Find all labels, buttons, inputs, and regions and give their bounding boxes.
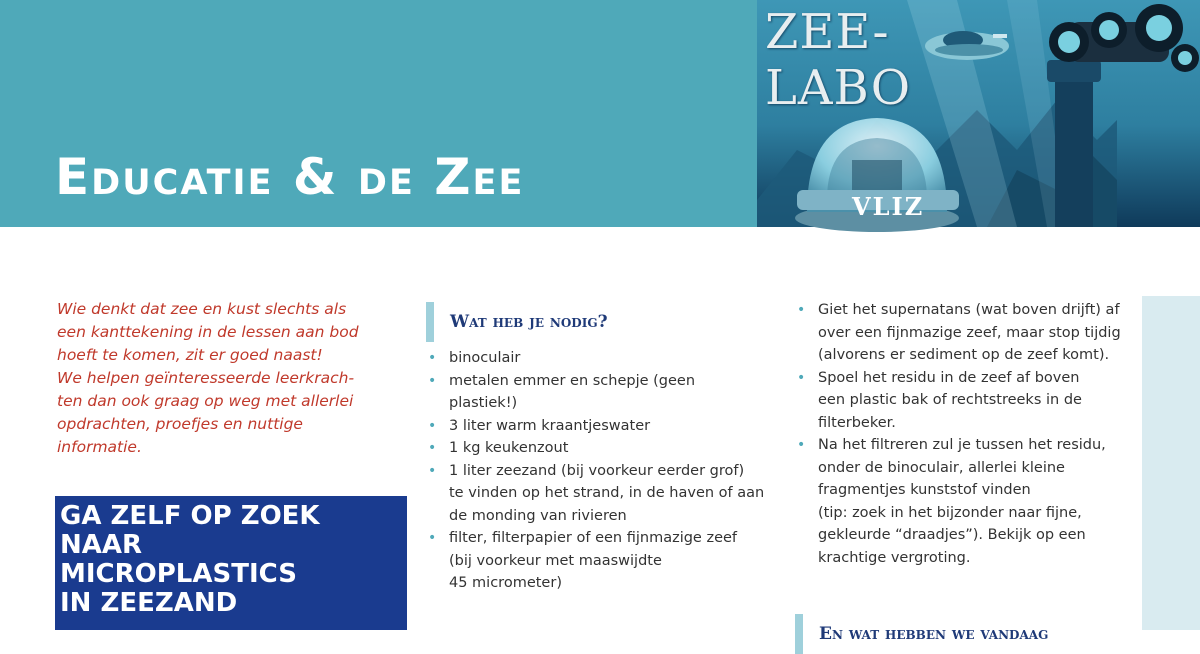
intro-line: ten dan ook graag op weg met allerlei	[57, 392, 354, 410]
zeelabo-logo-line2: LABO	[765, 60, 912, 116]
bullet-icon: •	[428, 417, 437, 434]
next-section-heading	[795, 614, 1048, 654]
intro-text	[57, 298, 402, 459]
list-item: • Giet het supernatans (wat boven drijft) af over een fijnmazige zeef, maar stop tijdig (alvorens er sediment op de zeef komt).	[795, 299, 1140, 367]
intro-line: opdrachten, proefjes en nuttige	[57, 415, 303, 433]
zeelabo-logo-line1: ZEE-	[765, 4, 890, 60]
list-item: • Na het filtreren zul je tussen het residu, onder de binoculair, allerlei kleine fragmentjes kunststof vinden (tip: zoek in het bijzonder naar fijne, gekleurde “draadjes”). Bekijk op een krachtige vergroting.	[795, 434, 1140, 569]
activity-title-line: NAAR	[60, 530, 143, 560]
list-item: • 1 liter zeezand (bij voorkeur eerder grof) te vinden op het strand, in de haven of aan de monding van rivieren	[426, 460, 766, 528]
list-item: • filter, filterpapier of een fijnmazige zeef (bij voorkeur met maaswijdte 45 micrometer)	[426, 527, 766, 595]
bullet-icon: •	[797, 437, 806, 453]
intro-line: hoeft te komen, zit er goed naast!	[57, 346, 323, 364]
zeelabo-illustration	[757, 0, 1200, 227]
activity-box	[55, 496, 407, 630]
materials-heading-text: Wat heb je nodig?	[450, 312, 608, 332]
bullet-icon: •	[428, 530, 437, 546]
activity-title	[60, 502, 401, 618]
bullet-icon: •	[428, 440, 437, 456]
vliz-badge: VLIZ	[852, 192, 925, 221]
materials-list	[426, 347, 766, 595]
bullet-icon: •	[428, 462, 437, 479]
heading-accent-bar	[795, 614, 803, 654]
list-item: • 1 kg keukenzout	[426, 437, 766, 460]
intro-line: We helpen geïnteresseerde leerkrach-	[57, 369, 355, 387]
next-section-heading-text: En wat hebben we vandaag	[819, 624, 1049, 644]
intro-line: een kanttekening in de lessen aan bod	[57, 323, 359, 341]
activity-title-line: GA ZELF OP ZOEK	[60, 501, 320, 531]
bullet-icon: •	[797, 302, 806, 318]
intro-line: informatie.	[57, 438, 142, 456]
list-item: • 3 liter warm kraantjeswater	[426, 415, 766, 438]
bullet-icon: •	[428, 372, 437, 389]
bullet-icon: •	[428, 350, 437, 366]
list-item: • metalen emmer en schepje (geen plastiek!)	[426, 370, 766, 415]
heading-accent-bar	[426, 302, 434, 342]
list-item: • binoculair	[426, 347, 766, 370]
materials-heading	[426, 302, 608, 342]
list-item: • Spoel het residu in de zeef af boven een plastic bak of rechtstreeks in de filterbeker.	[795, 367, 1140, 435]
intro-line: Wie denkt dat zee en kust slechts als	[57, 300, 347, 318]
side-band	[1142, 296, 1200, 630]
bullet-icon: •	[797, 369, 806, 386]
page-title: Educatie & de Zee	[55, 148, 525, 206]
activity-title-line: IN ZEEZAND	[60, 588, 238, 618]
steps-list	[795, 299, 1140, 569]
activity-title-line: MICROPLASTICS	[60, 559, 297, 589]
